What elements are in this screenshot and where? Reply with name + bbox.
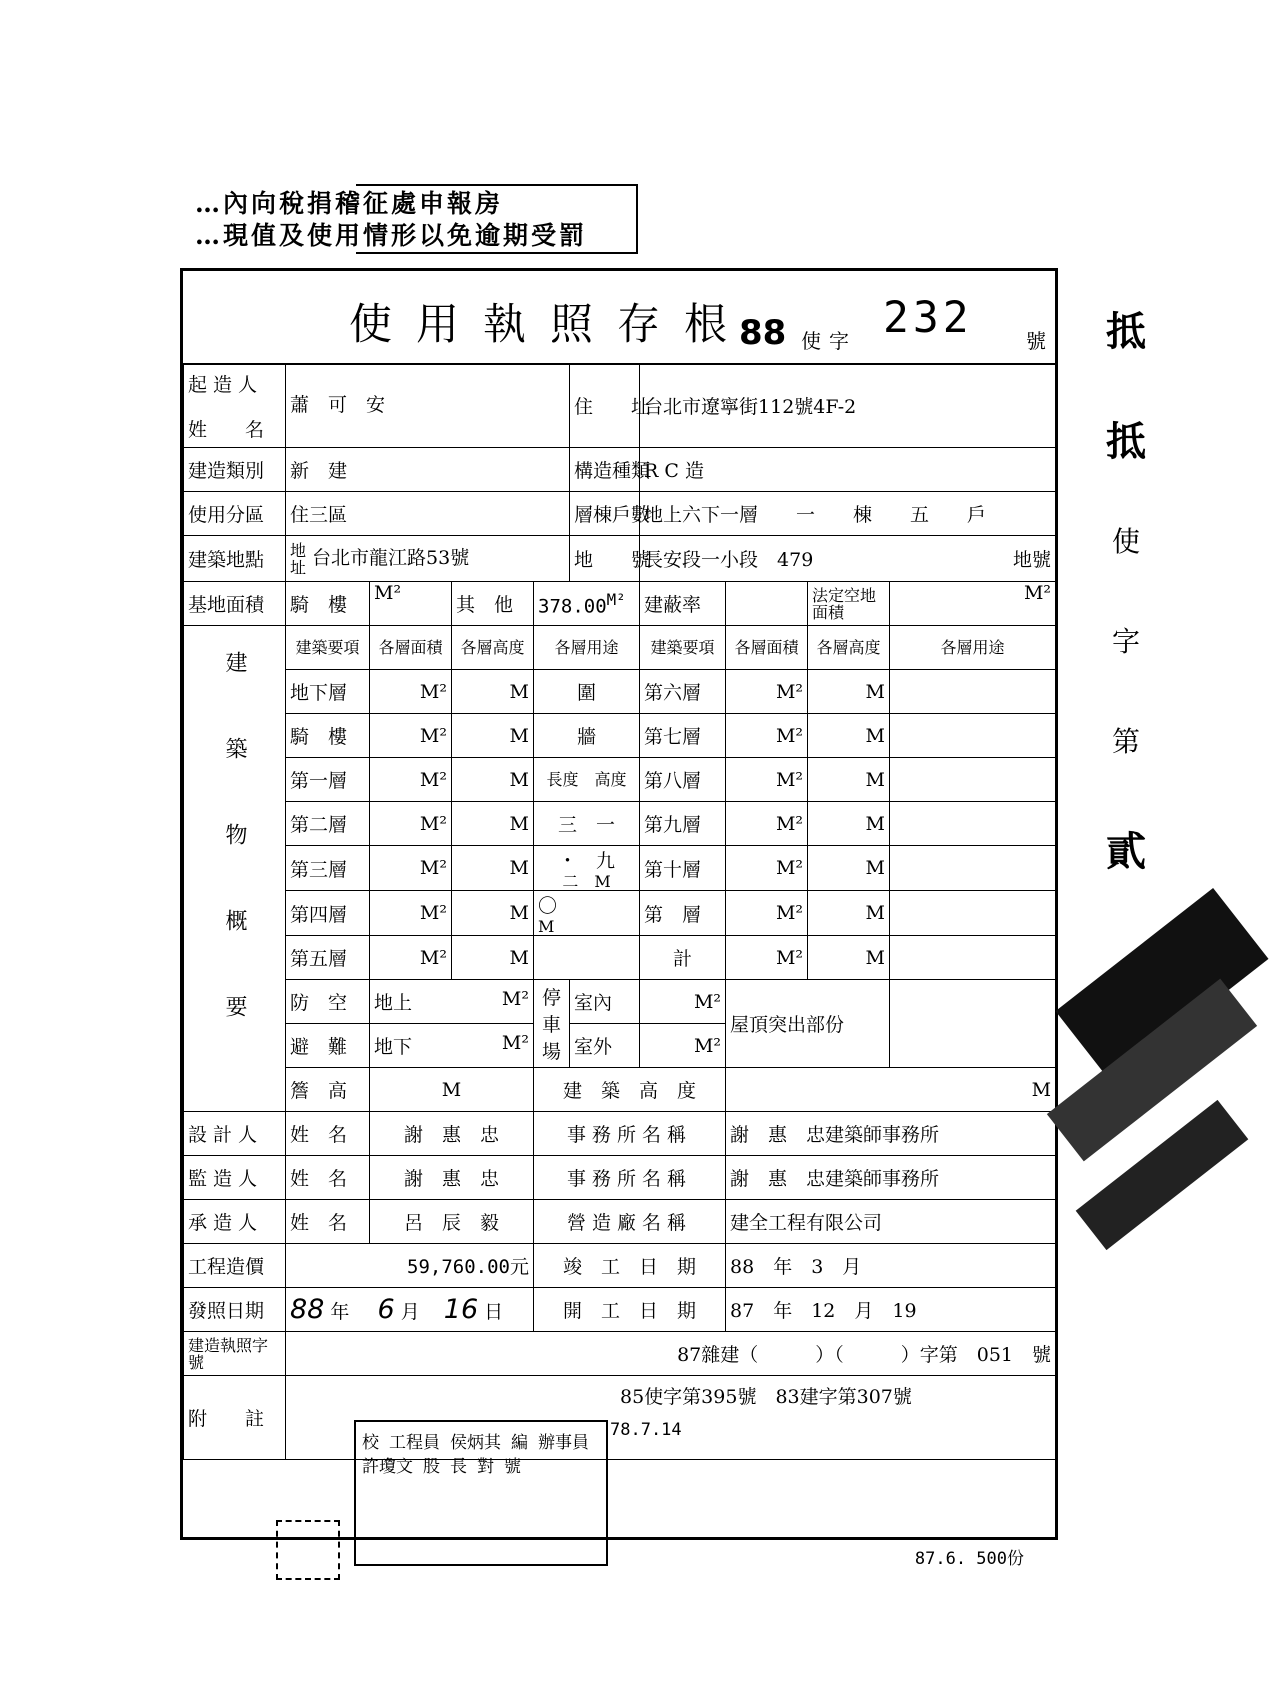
designer-role: 設計人 (184, 1112, 286, 1156)
indoor-label: 室內 (570, 980, 640, 1024)
start-value: 87 年 12 月 19 (726, 1288, 1056, 1332)
issue-year-char: 年 (330, 1301, 350, 1323)
struct-label: 構造種類 (570, 448, 640, 492)
notice-border (356, 184, 638, 254)
permit-year: 88 (739, 313, 787, 353)
lot-value: 長安段一小段 479 (644, 549, 814, 571)
supervisor-org-label: 事務所名稱 (534, 1156, 726, 1200)
eave-unit: M (370, 1068, 534, 1112)
right-floor: 第 層 (640, 891, 726, 936)
owner-address: 台北市遼寧街112號4F-2 (640, 364, 1056, 448)
stamp-section: 股 (423, 1457, 440, 1477)
owner-label (184, 364, 286, 448)
wall-text-d: M (538, 917, 555, 936)
stamp-edit: 編 (511, 1433, 528, 1453)
shelter-below-cell (370, 1024, 534, 1068)
stamp-verify: 對 (477, 1457, 494, 1477)
side-char: 字 (1112, 625, 1141, 658)
shelter-above: 地上 (374, 992, 413, 1014)
left-area-unit: M² (370, 758, 452, 802)
side-char: 貳 (1106, 828, 1146, 875)
right-area-unit: M² (726, 802, 808, 846)
owner-row (184, 364, 1056, 448)
issue-date (286, 1288, 534, 1332)
approval-stamp (354, 1420, 608, 1566)
right-height-unit: M (808, 891, 890, 936)
lot-label: 地 號 (570, 536, 640, 582)
site-row (184, 582, 1056, 626)
left-floor: 地下層 (286, 670, 370, 714)
left-area-unit: M² (370, 891, 452, 936)
hdr-height: 各層高度 (452, 626, 534, 670)
builder-org-label: 營造廠名稱 (534, 1200, 726, 1244)
other-value-cell (534, 582, 640, 626)
shelter-above-unit: M² (501, 988, 529, 1010)
wall-text: 牆 (534, 714, 640, 758)
floor-row (184, 846, 1056, 891)
builder-role: 承造人 (184, 1200, 286, 1244)
wall-text (534, 846, 640, 891)
right-height-unit: M (808, 802, 890, 846)
notes-ref: 85使字第395號 83建字第307號 (620, 1386, 912, 1408)
left-floor: 第四層 (286, 891, 370, 936)
other-unit: M² (606, 589, 626, 609)
right-floor: 第十層 (640, 846, 726, 891)
floors-value: 地上六下一層 一 棟 五 戶 (640, 492, 1056, 536)
hdr-item: 建築要項 (286, 626, 370, 670)
supervisor-role: 監造人 (184, 1156, 286, 1200)
right-floor: 第九層 (640, 802, 726, 846)
permit-value: 87雜建（ ）（ ）字第 051 號 (286, 1332, 1056, 1376)
zoning-row (184, 492, 1056, 536)
date-stamp: 78.7.14 (610, 1420, 682, 1440)
left-floor: 第三層 (286, 846, 370, 891)
supervisor-org: 謝 惠 忠建築師事務所 (726, 1156, 1056, 1200)
shelter-row-1 (184, 980, 1056, 1024)
right-height-unit: M (808, 714, 890, 758)
stamp-number: 號 (504, 1457, 521, 1477)
right-area-unit: M² (726, 846, 808, 891)
title-row (183, 271, 1055, 365)
left-height-unit: M (452, 802, 534, 846)
zoning-value: 住三區 (286, 492, 570, 536)
permit-hao: 號 (1026, 329, 1046, 353)
wall-text-b: 二 M (562, 872, 611, 891)
right-floor: 第六層 (640, 670, 726, 714)
overview-label: 建築物概要 (222, 651, 247, 1081)
location-label: 建築地點 (184, 536, 286, 582)
tax-notice-line1: …內向稅捐稽征處申報房 (195, 189, 504, 218)
left-area-unit: M² (370, 670, 452, 714)
builder-name: 呂 辰 毅 (370, 1200, 534, 1244)
issue-day-char: 日 (484, 1301, 504, 1323)
coverage-value (726, 582, 808, 626)
left-height-unit: M (452, 758, 534, 802)
left-height-unit: M (452, 714, 534, 758)
coverage-label: 建蔽率 (640, 582, 726, 626)
left-floor: 第一層 (286, 758, 370, 802)
approval-stamp-text (362, 1432, 598, 1478)
adjacent-page (1022, 0, 1152, 1695)
legal-open-label: 法定空地面積 (808, 582, 890, 626)
roof-label: 屋頂突出部份 (726, 980, 890, 1068)
designer-org-label: 事務所名稱 (534, 1112, 726, 1156)
total-label: 計 (640, 936, 726, 980)
left-height-unit: M (452, 846, 534, 891)
side-char: 使 (1112, 525, 1141, 558)
issue-month: 6 (377, 1294, 395, 1325)
bldg-height-unit: M (726, 1068, 1056, 1112)
builder-org: 建全工程有限公司 (726, 1200, 1056, 1244)
parking-label: 停車場 (534, 980, 570, 1068)
site-label: 基地面積 (184, 582, 286, 626)
notes-label: 附 註 (184, 1376, 286, 1460)
issue-year: 88 (290, 1294, 325, 1325)
floor-row (184, 758, 1056, 802)
issue-row (184, 1288, 1056, 1332)
outdoor-label: 室外 (570, 1024, 640, 1068)
floor-row (184, 670, 1056, 714)
right-height-unit: M (808, 670, 890, 714)
location-address: 台北市龍江路53號 (312, 546, 470, 569)
shelter-below-unit: M² (501, 1032, 529, 1054)
hdr-height-right: 各層高度 (808, 626, 890, 670)
right-height-unit: M (808, 758, 890, 802)
side-char: 抵 (1106, 418, 1146, 465)
right-height-unit: M (808, 846, 890, 891)
shelter-above-cell (370, 980, 534, 1024)
floor-row (184, 891, 1056, 936)
overview-header-row (184, 626, 1056, 670)
issue-month-char: 月 (400, 1301, 420, 1323)
eave-row (184, 1068, 1056, 1112)
tax-notice-line2: …現值及使用情形以免逾期受罰 (195, 221, 588, 250)
left-area-unit: M² (370, 936, 452, 980)
cost-value: 59,760.00元 (286, 1244, 534, 1288)
outdoor-unit: M² (640, 1024, 726, 1068)
bldg-height-label: 建 築 高 度 (534, 1068, 726, 1112)
stamp-engineer: 侯炳其 (450, 1433, 501, 1453)
eave-label: 簷 高 (286, 1068, 370, 1112)
hdr-item-right: 建築要項 (640, 626, 726, 670)
permit-serial: 232 (883, 293, 973, 343)
left-area-unit: M² (370, 846, 452, 891)
start-label: 開 工 日 期 (534, 1288, 726, 1332)
done-label: 竣 工 日 期 (534, 1244, 726, 1288)
cost-row (184, 1244, 1056, 1288)
wall-text (534, 936, 640, 980)
left-height-unit: M (452, 891, 534, 936)
left-area-unit: M² (370, 802, 452, 846)
hdr-use-right: 各層用途 (890, 626, 1056, 670)
print-info: 87.6. 500份 (914, 1549, 1024, 1569)
other-value: 378.00 (538, 595, 607, 618)
zoning-label: 使用分區 (184, 492, 286, 536)
supervisor-name-label: 姓 名 (286, 1156, 370, 1200)
issue-label: 發照日期 (184, 1288, 286, 1332)
cost-label: 工程造價 (184, 1244, 286, 1288)
shelter-label-1: 防 空 (286, 980, 370, 1024)
designer-row (184, 1112, 1056, 1156)
lot-cell (640, 536, 1056, 582)
designer-name-label: 姓 名 (286, 1112, 370, 1156)
right-area-unit: M² (726, 936, 808, 980)
arcade-unit: M² (370, 582, 452, 626)
wall-text (534, 891, 640, 936)
wall-text: 圍 (534, 670, 640, 714)
owner-label-top: 起造人 (188, 373, 264, 396)
side-char: 抵 (1106, 308, 1146, 355)
floor-row (184, 714, 1056, 758)
builder-name-label: 姓 名 (286, 1200, 370, 1244)
right-floor: 第八層 (640, 758, 726, 802)
wall-text-c: 〇 (538, 895, 577, 917)
stamp-clerk: 許瓊文 (362, 1457, 413, 1477)
right-area-unit: M² (726, 758, 808, 802)
permit-row (184, 1332, 1056, 1376)
done-value: 88 年 3 月 (726, 1244, 1056, 1288)
wall-text: 三 一 (534, 802, 640, 846)
left-height-unit: M (452, 670, 534, 714)
floor-row (184, 802, 1056, 846)
stamp-engineer-label: 工程員 (389, 1433, 440, 1453)
issue-day: 16 (443, 1294, 479, 1325)
shelter-label-2: 避 難 (286, 1024, 370, 1068)
notes-row (184, 1376, 1056, 1460)
right-height-unit: M (808, 936, 890, 980)
overview-label-cell (184, 626, 286, 1112)
wall-text: 長度 高度 (534, 758, 640, 802)
designer-name: 謝 惠 忠 (370, 1112, 534, 1156)
right-area-unit: M² (726, 670, 808, 714)
side-char: 第 (1112, 725, 1141, 758)
left-area-unit: M² (370, 714, 452, 758)
wall-text-a: ・ 九 (558, 850, 616, 872)
shelter-below: 地下 (374, 1036, 413, 1058)
right-area-unit: M² (726, 891, 808, 936)
arcade-label: 騎 樓 (286, 582, 370, 626)
address-label: 住 址 (570, 364, 640, 448)
designer-org: 謝 惠 忠建築師事務所 (726, 1112, 1056, 1156)
permit-form (180, 268, 1058, 1540)
hdr-area: 各層面積 (370, 626, 452, 670)
stamp-check: 校 (362, 1433, 379, 1453)
location-row (184, 536, 1056, 582)
stamp-clerk-label: 辦事員 (538, 1433, 589, 1453)
page-title: 使用執照存根 (349, 300, 751, 350)
right-area-unit: M² (726, 714, 808, 758)
stamp-chief: 長 (450, 1457, 467, 1477)
other-label: 其 他 (452, 582, 534, 626)
permit-char: 使字 (801, 329, 857, 353)
hdr-area-right: 各層面積 (726, 626, 808, 670)
left-height-unit: M (452, 936, 534, 980)
build-type-label: 建造類別 (184, 448, 286, 492)
build-type-row (184, 448, 1056, 492)
permit-table (183, 363, 1056, 1460)
floor-row (184, 936, 1056, 980)
left-floor: 騎 樓 (286, 714, 370, 758)
supervisor-name: 謝 惠 忠 (370, 1156, 534, 1200)
floors-label: 層棟戶數 (570, 492, 640, 536)
builder-row (184, 1200, 1056, 1244)
left-floor: 第五層 (286, 936, 370, 980)
owner-label-bottom: 姓 名 (188, 418, 265, 441)
location-address-cell (286, 536, 570, 582)
hdr-use: 各層用途 (534, 626, 640, 670)
addr-tag: 地址 (290, 540, 307, 577)
lot-suffix: 地號 (1013, 549, 1052, 571)
struct-value: R C 造 (640, 448, 1056, 492)
permit-label: 建造執照字號 (184, 1332, 286, 1376)
left-floor: 第二層 (286, 802, 370, 846)
seal-stamp (276, 1520, 340, 1580)
indoor-unit: M² (640, 980, 726, 1024)
owner-name: 蕭 可 安 (286, 364, 570, 448)
build-type-value: 新 建 (286, 448, 570, 492)
right-floor: 第七層 (640, 714, 726, 758)
supervisor-row (184, 1156, 1056, 1200)
legal-open-unit: M² (890, 582, 1056, 626)
